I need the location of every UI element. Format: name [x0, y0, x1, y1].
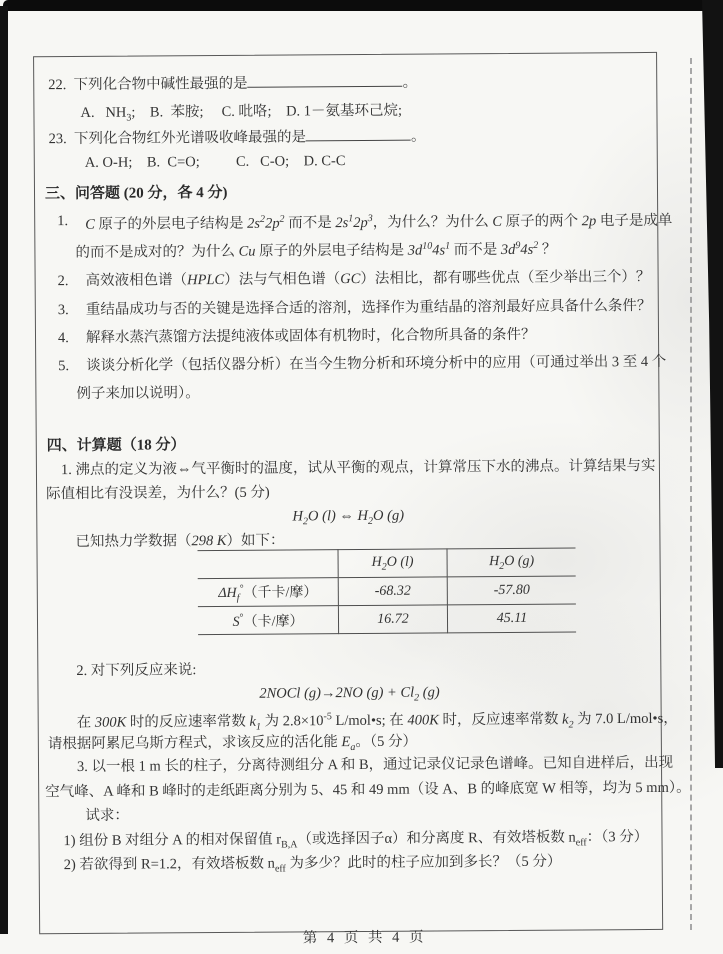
- section4-heading: 四、计算题（18 分）: [46, 437, 186, 455]
- question-22-period: 。: [402, 74, 418, 91]
- calc3-ask: 试求：: [85, 807, 129, 824]
- calc2-intro: 2. 对下列反应来说:: [76, 662, 197, 679]
- page-footer: 第 4 页 共 4 页: [302, 929, 427, 947]
- section3-item3-number: 3.: [57, 302, 69, 319]
- table-row-enthalpy: [198, 576, 576, 607]
- section3-item2-line1: 高效液相色谱（HPLC）法与气相色谱（GC）法相比，都有哪些优点（至少举出三个）？: [85, 268, 651, 289]
- calc1-line1: 1. 沸点的定义为液⇔气平衡时的温度，试从平衡的观点，计算常压下水的沸点。计算结果与实: [60, 457, 656, 479]
- question-23-period: 。: [410, 128, 426, 145]
- section3-item1-line1: C 原子的外层电子结构是 $2s^22p^2$ 而不是 $2s^12p^3$，为什么？为什么 C 原子的两个 2p 电子是成单: [85, 212, 673, 233]
- nocl-reaction-equation: 2NOCl (g)→2NO $(g) + Cl_2$ (g): [259, 684, 440, 704]
- section3-item3-line1: 重结晶成功与否的关键是选择合适的溶剂，选择作为重结晶的溶剂最好应具备什么条件？: [85, 297, 652, 318]
- section3-item5-line1: 谈谈分析化学（包括仪器分析）在当今生物分析和环境分析中的应用（可通过举出 3 至 4 个: [86, 353, 667, 374]
- answer-blank-23: [306, 125, 411, 142]
- question-23-number: 23.: [48, 131, 67, 148]
- answer-area-frame: [33, 52, 691, 934]
- question-22-options: A. $NH_3$; B. 苯胺; C. 吡咯; D. 1－氨基环己烷;: [80, 102, 403, 124]
- section3-item1-line2: 的而不是成对的？为什么 Cu 原子的外层电子结构是 $3d^{10}4s^1$ 而不是 $3d^94s^2$ ？: [75, 239, 557, 261]
- calc2-line2: 请根据阿累尼乌斯方程式，求该反应的活化能 $E_a$。（5 分）: [47, 733, 418, 753]
- calc3-subquestion1: 1) 组份 B 对组分 A 的相对保留值 $r_{B,A}$（或选择因子α）和分离度 R、有效塔板数 $n_{eff}$：（3 分）: [63, 829, 649, 851]
- enthalpy-gas-value: -57.80: [447, 576, 576, 605]
- entropy-liquid-value: 16.72: [338, 605, 447, 634]
- entropy-gas-value: 45.11: [447, 604, 576, 633]
- section3-item2-number: 2.: [57, 273, 69, 290]
- table-corner-cell: [198, 550, 339, 579]
- enthalpy-row-label: $\Delta H_f^\circ$（千卡/摩）: [198, 578, 339, 607]
- calc1-line2: 际值相比有没误差，为什么？(5 分): [46, 484, 270, 503]
- table-header-h2o-gas: $H_2O$ (g): [447, 548, 576, 577]
- question-22-number: 22.: [48, 77, 67, 94]
- section3-item4-number: 4.: [57, 330, 69, 347]
- question-22: [48, 70, 417, 99]
- question-23-options: A. O-H; B. C=O; C. C-O; D. C-C: [84, 153, 346, 171]
- table-row-entropy: [198, 604, 576, 635]
- water-equilibrium-equation: $H_2O$ (l) ⇔ $H_2O$ (g): [292, 507, 405, 528]
- calc2-line1: 在 300K 时的反应速率常数 $k_1$ 为 $2.8\times 10^{-5}$ L/mol•s; 在 400K 时，反应速率常数 $k_2$ 为 7.0 L/mol•s，: [76, 710, 678, 733]
- thermo-data-table: [198, 548, 577, 636]
- calc3-subquestion2: 2) 若欲得到 R=1.2，有效塔板数 $n_{eff}$ 为多少？此时的柱子应加到多长？（5 分）: [63, 853, 562, 875]
- section3-heading: 三、问答题 (20 分，各 4 分): [44, 184, 228, 203]
- section3-item5-line2: 例子来加以说明）。: [76, 385, 200, 402]
- question-22-stem: 下列化合物中碱性最强的是: [73, 75, 248, 93]
- entropy-row-label: S°（卡/摩）: [198, 606, 339, 635]
- section3-item4-line1: 解释水蒸汽蒸馏方法提纯液体或固体有机物时，化合物所具备的条件？: [85, 326, 536, 346]
- table-header-h2o-liquid: $H_2O$ (l): [338, 549, 447, 578]
- table-header-row: [198, 548, 576, 579]
- thermo-data-intro: 已知热力学数据（298 K）如下：: [75, 532, 285, 550]
- answer-blank-22: [248, 71, 403, 88]
- calc3-line1: 3. 以一根 1 m 长的柱子，分离待测组分 A 和 B，通过记录仪记录色谱峰。已知自进样后，出现: [76, 754, 674, 775]
- section3-item1-number: 1.: [57, 213, 69, 230]
- section3-item5-number: 5.: [58, 358, 70, 375]
- question-23-stem: 下列化合物红外光谱吸收峰最强的是: [73, 129, 307, 147]
- enthalpy-liquid-value: -68.32: [338, 577, 447, 606]
- calc3-line2: 空气峰、A 峰和 B 峰时的走纸距离分别为 5、45 和 49 mm（设 A、B 的峰底宽 W 相等，均为 5 mm）。: [45, 779, 691, 801]
